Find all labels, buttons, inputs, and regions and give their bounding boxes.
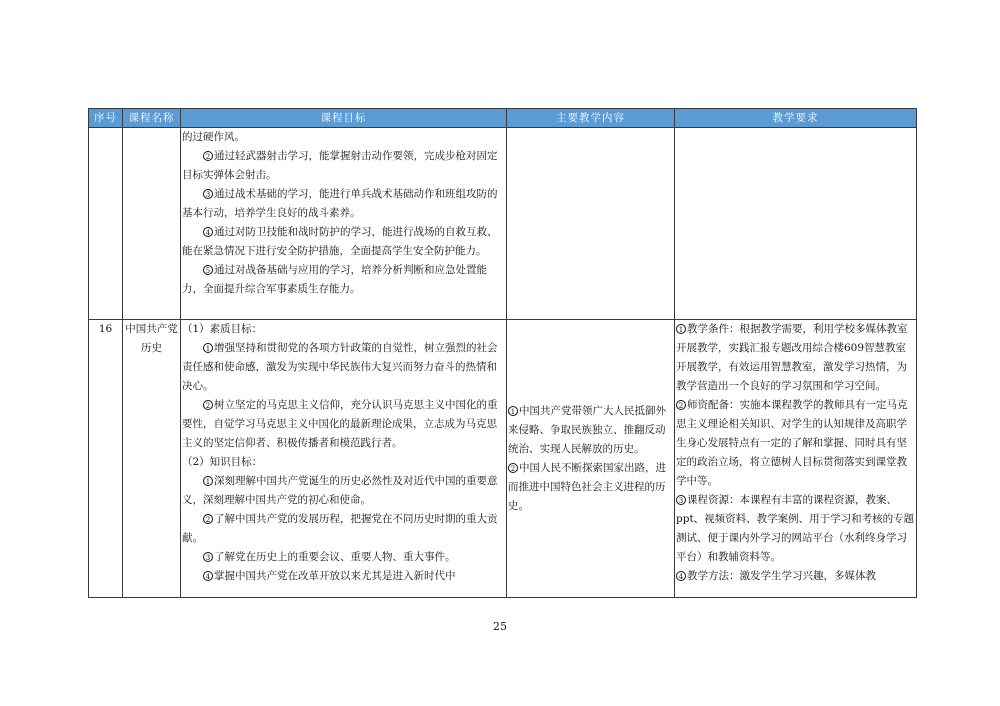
row2-number-cell: 16 [89, 320, 123, 598]
text-paragraph [182, 396, 505, 453]
paragraph-text: 中国共产党带领广大人民抵御外来侵略、争取民族独立、推翻反动统治、实现人民解放的历史。 [508, 404, 666, 455]
paragraph-text: 树立坚定的马克思主义信仰，充分认识马克思主义中国化的重要性，自觉学习马克思主义中国化的最新理论成果，立志成为马克思主义的坚定信仰者、积极传播者和模范践行者。 [182, 399, 498, 449]
row2-course-name: 中国共产党历史 [123, 320, 181, 598]
header-number: 序号 [89, 109, 123, 128]
circled-number-icon: 2 [203, 514, 213, 524]
paragraph-text: 中国人民不断探索国家出路，进而推进中国特色社会主义进程的历史。 [508, 461, 666, 512]
text-paragraph [182, 128, 505, 147]
text-paragraph [676, 396, 915, 491]
paragraph-text: 增强坚持和贯彻党的各项方针政策的自觉性，树立强烈的社会责任感和使命感，激发为实现中华民族伟大复兴而努力奋斗的热情和决心。 [182, 342, 498, 392]
row1-requirements-cell [675, 128, 917, 320]
row1-number-cell [89, 128, 123, 320]
text-paragraph [182, 472, 505, 510]
course-table [88, 108, 917, 598]
text-paragraph [182, 567, 505, 586]
paragraph-text: （1）素质目标： [182, 323, 263, 335]
row1-name-cell [123, 128, 181, 320]
text-paragraph [182, 320, 505, 339]
header-course-goals: 课程目标 [181, 109, 507, 128]
paragraph-text: 教学方法：激发学生学习兴趣，多媒体教 [687, 570, 876, 582]
circled-number-icon: 1 [203, 476, 213, 486]
paragraph-text: 了解中国共产党的发展历程，把握党在不同历史时期的重大贡献。 [182, 513, 498, 544]
row2-goals-cell [181, 320, 507, 598]
paragraph-text: 通过战术基础的学习，能进行单兵战术基础动作和班组攻防的基本行动，培养学生良好的战斗素养。 [182, 188, 498, 219]
circled-number-icon: 2 [203, 151, 213, 161]
text-paragraph [182, 223, 505, 261]
paragraph-text: 通过对战备基础与应用的学习，培养分析判断和应急处置能力，全面提升综合军事素质生存能力。 [182, 264, 487, 295]
text-paragraph [676, 491, 915, 567]
circled-number-icon: 3 [676, 495, 686, 505]
header-course-name: 课程名称 [123, 109, 181, 128]
circled-number-icon: 2 [508, 463, 518, 473]
text-paragraph [182, 548, 505, 567]
circled-number-icon: 4 [203, 227, 213, 237]
row2-requirements-cell [675, 320, 917, 598]
row1-content-cell [507, 128, 675, 320]
table-row [89, 320, 917, 598]
circled-number-icon: 1 [203, 343, 213, 353]
row1-goals-cell [181, 128, 507, 320]
paragraph-text: （2）知识目标： [182, 456, 263, 468]
text-paragraph [182, 453, 505, 472]
circled-number-icon: 4 [676, 571, 686, 581]
text-paragraph [676, 320, 915, 396]
table-row [89, 128, 917, 320]
row2-content-cell [507, 320, 675, 598]
header-main-content: 主要教学内容 [507, 109, 675, 128]
paragraph-text: 掌握中国共产党在改革开放以来尤其是进入新时代中 [214, 570, 456, 582]
circled-number-icon: 1 [676, 324, 686, 334]
paragraph-text: 教学条件：根据教学需要，利用学校多媒体教室开展教学，实践汇报专题改用综合楼609智慧教室开展教学，有效运用智慧教室，激发学习热情，为教学营造出一个良好的学习氛围和学习空间。 [676, 323, 908, 392]
text-paragraph [182, 510, 505, 548]
circled-number-icon: 4 [203, 571, 213, 581]
paragraph-text: 通过对防卫技能和战时防护的学习，能进行战场的自救互救、能在紧急情况下进行安全防护措施，全面提高学生安全防护能力。 [182, 226, 498, 257]
table-header-row [89, 109, 917, 128]
paragraph-text: 课程资源：本课程有丰富的课程资源，教案、ppt、视频资料、教学案例、用于学习和考核的专题测试、便于课内外学习的网站平台（水利终身学习平台）和教辅资料等。 [676, 494, 915, 563]
text-paragraph [508, 459, 673, 516]
paragraph-text: 师资配备：实施本课程教学的教师具有一定马克思主义理论相关知识、对学生的认知规律及高职学生身心发展特点有一定的了解和掌握、同时具有坚定的政治立场，将立德树人目标贯彻落实到课堂教学中等。 [676, 399, 908, 487]
paragraph-text: 通过轻武器射击学习，能掌握射击动作要领，完成步枪对固定目标实弹体会射击。 [182, 150, 498, 181]
page-number: 25 [493, 620, 507, 633]
circled-number-icon: 3 [203, 189, 213, 199]
text-paragraph [182, 261, 505, 299]
text-paragraph [676, 567, 915, 586]
circled-number-icon: 2 [203, 400, 213, 410]
circled-number-icon: 1 [508, 406, 518, 416]
paragraph-text: 的过硬作风。 [182, 131, 245, 143]
paragraph-text: 深刻理解中国共产党诞生的历史必然性及对近代中国的重要意义，深刻理解中国共产党的初心和使命。 [182, 475, 498, 506]
circled-number-icon: 5 [203, 265, 213, 275]
text-paragraph [182, 339, 505, 396]
header-requirements: 教学要求 [675, 109, 917, 128]
text-paragraph [182, 185, 505, 223]
circled-number-icon: 3 [203, 552, 213, 562]
paragraph-text: 了解党在历史上的重要会议、重要人物、重大事件。 [214, 551, 456, 563]
text-paragraph [182, 147, 505, 185]
text-paragraph [508, 402, 673, 459]
circled-number-icon: 2 [676, 400, 686, 410]
